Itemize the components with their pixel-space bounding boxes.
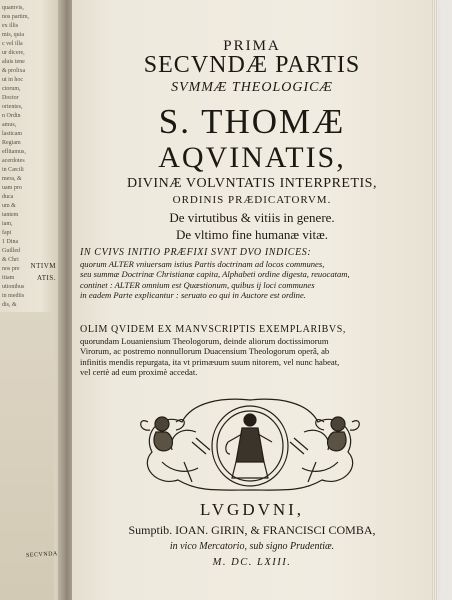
title-page <box>72 0 432 600</box>
left-page-fragment-1: NTIVM <box>30 262 56 270</box>
title-line-aquinatis: AQVINATIS, <box>158 141 346 174</box>
title-line-virtutibus: De virtutibus & vitiis in genere. <box>169 210 335 225</box>
title-line-s-thomae: S. THOMÆ <box>158 102 346 141</box>
title-line-divinae: DIVINÆ VOLVNTATIS INTERPRETIS, <box>127 176 377 191</box>
indices-line: in eadem Parte explicantur : seruato eo qui in Auctore est ordine. <box>80 290 306 301</box>
page-fore-edge <box>432 0 438 600</box>
left-facing-page <box>0 0 60 600</box>
manuscripts-line: quorundam Louaniensium Theologorum, deinde aliorum doctissimorum <box>80 335 329 346</box>
printers-device-ornament <box>132 392 368 496</box>
indices-line: continet : ALTER omnium est Quæstionum, quibus ij loci communes <box>80 279 315 290</box>
title-line-prima: PRIMA <box>223 38 281 54</box>
imprint-address: in vico Mercatorio, sub signo Prudentiæ. <box>169 541 335 552</box>
title-line-secundae-partis: SECVNDÆ PARTIS <box>143 52 361 78</box>
imprint-city: LVGDVNI, <box>199 500 305 519</box>
title-line-ordinis: ORDINIS PRÆDICATORVM. <box>172 194 332 206</box>
title-line-summae-theologicae: SVMMÆ THEOLOGICÆ <box>171 80 333 95</box>
indices-line: quorum ALTER vniuersam istius Partis doctrinam ad locos communes, <box>80 258 325 269</box>
left-page-fragment-3: SECVNDA <box>26 551 59 559</box>
manuscripts-line: Virorum, ac postremo nonnullorum Duacensium Theologorum operâ, ab <box>80 346 330 357</box>
indices-line: seu summæ Doctrinæ Christianæ capita, Alphabeti ordine digesta, reuocatam, <box>80 269 350 280</box>
manuscripts-line: infinitis mendis repurgata, ita vt primæuum suum nitorem, vel nunc habeat, <box>80 356 340 367</box>
imprint-publishers: Sumptib. IOAN. GIRIN, & FRANCISCI COMBA, <box>128 523 376 537</box>
manuscripts-line: OLIM QVIDEM EX MANVSCRIPTIS EXEMPLARIBVS, <box>80 325 347 335</box>
imprint-year: M. DC. LXIII. <box>212 557 292 568</box>
indices-line: IN CVIVS INITIO PRÆFIXI SVNT DVO INDICES: <box>80 248 312 258</box>
left-page-fragment-2: ATIS. <box>36 274 56 282</box>
title-line-vltimo-fine: De vltimo fine humanæ vitæ. <box>175 227 328 242</box>
manuscripts-line: vel certè ad eum proximè accedat. <box>80 367 198 378</box>
indices-paragraph <box>80 248 428 301</box>
left-page-text-block: quamvis, nos partim, ex illis mis, quia c vel illa ur dicere, aluis tene & prolixa ut in hoc ctorum, Doctor orientes, n Ordin amus, lasticam Regiam eflitamus, acerdotes in Cæcili mera, & uam pro duca um & tantem iam, fapi 1 Dina Guilled & Chri nos pre itiam utionibus in mediis dis, & <box>2 5 29 308</box>
manuscripts-paragraph <box>80 325 428 378</box>
